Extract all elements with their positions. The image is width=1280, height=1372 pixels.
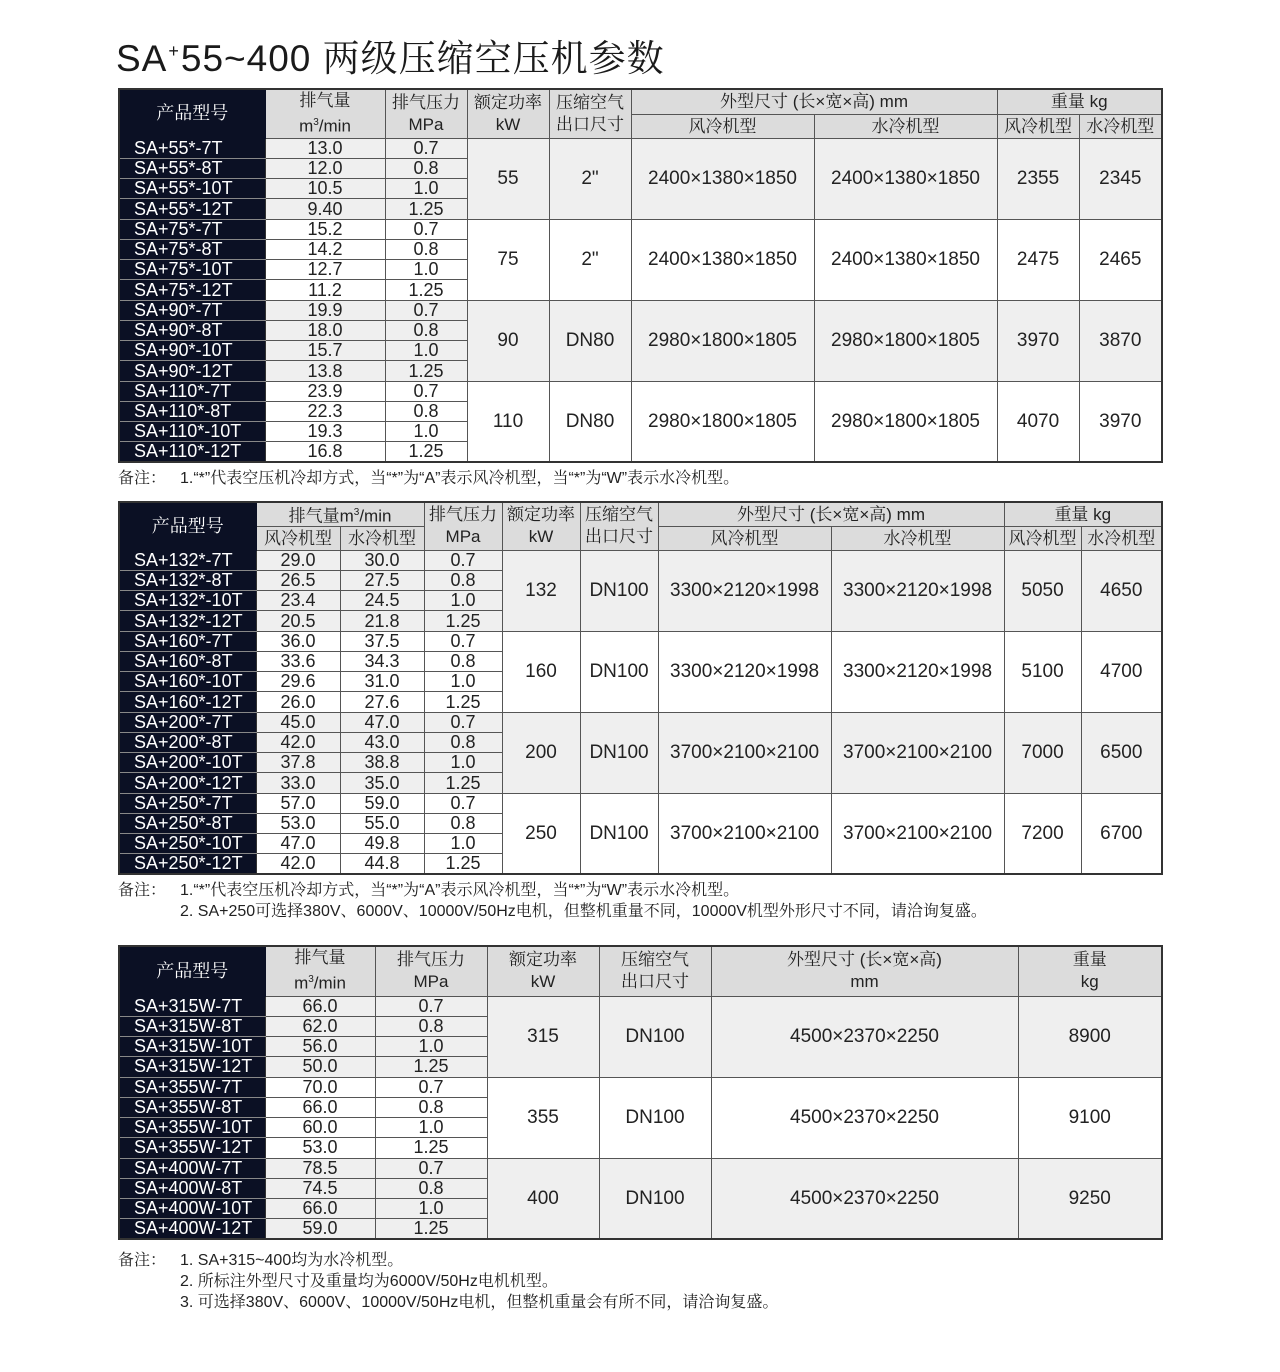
header-model: 产品型号 [119, 89, 265, 138]
flow-cell: 10.5 [265, 179, 385, 199]
pressure-cell: 1.0 [424, 834, 502, 854]
model-cell: SA+90*-12T [119, 361, 265, 381]
flow_air-cell: 33.6 [256, 651, 340, 671]
header-power: 额定功率 kW [487, 946, 599, 996]
flow_air-cell: 45.0 [256, 712, 340, 732]
header-weight: 重量 kg [1004, 502, 1162, 526]
pressure-cell: 1.0 [375, 1118, 487, 1138]
flow-cell: 50.0 [265, 1057, 375, 1077]
model-cell: SA+110*-8T [119, 401, 265, 421]
flow_air-cell: 37.8 [256, 753, 340, 773]
flow-cell: 19.3 [265, 422, 385, 442]
table-row [119, 1158, 1162, 1178]
notes-table2 [118, 880, 987, 922]
note-item: 1. SA+315~400均为水冷机型。 [180, 1252, 404, 1269]
model-cell: SA+250*-7T [119, 793, 256, 813]
model-cell: SA+200*-8T [119, 732, 256, 752]
header-dims-water: 水冷机型 [814, 114, 997, 138]
note-item: 3. 可选择380V、6000V、10000V/50Hz电机，但整机重量会有所不同，请洽询复盛。 [180, 1294, 779, 1311]
header-weight: 重量 kg [1018, 946, 1162, 996]
flow_air-cell: 36.0 [256, 631, 340, 651]
table-row [119, 712, 1162, 732]
model-cell: SA+355W-8T [119, 1097, 265, 1117]
header-flow-air: 风冷机型 [256, 526, 340, 550]
spec-table-55-110 [118, 88, 1163, 463]
table-row [119, 138, 1162, 158]
spec-table-132-250 [118, 501, 1163, 875]
header-model: 产品型号 [119, 502, 256, 550]
model-cell: SA+315W-8T [119, 1016, 265, 1036]
header-pressure: 排气压力 MPa [424, 502, 502, 550]
power-cell: 110 [467, 381, 549, 462]
flow-cell: 53.0 [265, 1138, 375, 1158]
header-flow-water: 水冷机型 [340, 526, 424, 550]
outlet-cell: DN100 [599, 996, 711, 1077]
flow-cell: 66.0 [265, 1199, 375, 1219]
pressure-cell: 1.25 [424, 611, 502, 631]
flow_water-cell: 30.0 [340, 550, 424, 570]
flow-cell: 11.2 [265, 280, 385, 300]
header-power: 额定功率 kW [467, 89, 549, 138]
model-cell: SA+132*-12T [119, 611, 256, 631]
model-cell: SA+132*-7T [119, 550, 256, 570]
model-cell: SA+355W-7T [119, 1077, 265, 1097]
pressure-cell: 1.0 [385, 422, 467, 442]
dims_water-cell: 2980×1800×1805 [814, 300, 997, 381]
header-flow: 排气量$m^3/\min$ [256, 502, 424, 526]
dims_water-cell: 3700×2100×2100 [831, 793, 1004, 874]
model-cell: SA+75*-10T [119, 260, 265, 280]
power-cell: 315 [487, 996, 599, 1077]
pressure-cell: 1.25 [385, 361, 467, 381]
flow-cell: 19.9 [265, 300, 385, 320]
spec-table-315-400 [118, 945, 1163, 1240]
pressure-cell: 0.7 [385, 300, 467, 320]
flow-cell: 18.0 [265, 320, 385, 340]
flow-cell: 13.0 [265, 138, 385, 158]
pressure-cell: 1.0 [424, 672, 502, 692]
dims-cell: 4500×2370×2250 [711, 1077, 1018, 1158]
model-cell: SA+160*-10T [119, 672, 256, 692]
table-row [119, 1077, 1162, 1097]
pressure-cell: 0.7 [424, 631, 502, 651]
model-cell: SA+160*-7T [119, 631, 256, 651]
dims_water-cell: 2400×1380×1850 [814, 219, 997, 300]
dims_water-cell: 2980×1800×1805 [814, 381, 997, 462]
dims_air-cell: 3700×2100×2100 [658, 712, 831, 793]
flow-cell: 66.0 [265, 1097, 375, 1117]
flow_water-cell: 44.8 [340, 854, 424, 875]
header-weight-water: 水冷机型 [1079, 114, 1162, 138]
flow_water-cell: 21.8 [340, 611, 424, 631]
flow_air-cell: 42.0 [256, 732, 340, 752]
weight_air-cell: 3970 [997, 300, 1079, 381]
model-cell: SA+400W-10T [119, 1199, 265, 1219]
weight_air-cell: 2355 [997, 138, 1079, 219]
header-outlet: 压缩空气 出口尺寸 [580, 502, 658, 550]
weight_water-cell: 6700 [1081, 793, 1162, 874]
header-outlet: 压缩空气 出口尺寸 [599, 946, 711, 996]
weight-cell: 9100 [1018, 1077, 1162, 1158]
header-model: 产品型号 [119, 946, 265, 996]
pressure-cell: 1.0 [375, 1037, 487, 1057]
model-cell: SA+355W-12T [119, 1138, 265, 1158]
flow_water-cell: 43.0 [340, 732, 424, 752]
flow_water-cell: 27.6 [340, 692, 424, 712]
weight_water-cell: 2465 [1079, 219, 1162, 300]
outlet-cell: DN100 [580, 550, 658, 631]
dims_air-cell: 2980×1800×1805 [631, 300, 814, 381]
dims_air-cell: 2400×1380×1850 [631, 138, 814, 219]
weight_water-cell: 4700 [1081, 631, 1162, 712]
power-cell: 75 [467, 219, 549, 300]
weight-cell: 8900 [1018, 996, 1162, 1077]
flow_air-cell: 20.5 [256, 611, 340, 631]
notes-label: 备注： [118, 1252, 167, 1269]
pressure-cell: 0.8 [424, 651, 502, 671]
weight_air-cell: 2475 [997, 219, 1079, 300]
pressure-cell: 1.25 [385, 199, 467, 219]
page-title: SA+55~400 两级压缩空压机参数 [116, 38, 665, 79]
pressure-cell: 1.25 [424, 773, 502, 793]
model-cell: SA+355W-10T [119, 1118, 265, 1138]
weight_air-cell: 7000 [1004, 712, 1081, 793]
pressure-cell: 0.7 [424, 550, 502, 570]
header-weight-air: 风冷机型 [1004, 526, 1081, 550]
model-cell: SA+200*-12T [119, 773, 256, 793]
flow_water-cell: 27.5 [340, 570, 424, 590]
dims_water-cell: 3300×2120×1998 [831, 631, 1004, 712]
header-dims: 外型尺寸 (长×宽×高) mm [631, 89, 997, 114]
header-pressure: 排气压力 MPa [385, 89, 467, 138]
model-cell: SA+315W-12T [119, 1057, 265, 1077]
flow_air-cell: 26.5 [256, 570, 340, 590]
power-cell: 132 [502, 550, 580, 631]
flow_water-cell: 31.0 [340, 672, 424, 692]
flow_air-cell: 26.0 [256, 692, 340, 712]
flow_air-cell: 33.0 [256, 773, 340, 793]
dims_air-cell: 2400×1380×1850 [631, 219, 814, 300]
pressure-cell: 1.0 [385, 260, 467, 280]
table-row [119, 300, 1162, 320]
model-cell: SA+55*-7T [119, 138, 265, 158]
model-cell: SA+110*-10T [119, 422, 265, 442]
header-dims-air: 风冷机型 [658, 526, 831, 550]
pressure-cell: 1.25 [424, 854, 502, 875]
flow_water-cell: 49.8 [340, 834, 424, 854]
weight_water-cell: 3870 [1079, 300, 1162, 381]
pressure-cell: 1.0 [424, 753, 502, 773]
power-cell: 200 [502, 712, 580, 793]
pressure-cell: 0.8 [385, 320, 467, 340]
flow-cell: 59.0 [265, 1219, 375, 1240]
pressure-cell: 0.7 [385, 219, 467, 239]
weight_water-cell: 3970 [1079, 381, 1162, 462]
flow_water-cell: 47.0 [340, 712, 424, 732]
flow-cell: 15.2 [265, 219, 385, 239]
flow-cell: 60.0 [265, 1118, 375, 1138]
model-cell: SA+55*-12T [119, 199, 265, 219]
pressure-cell: 0.7 [385, 138, 467, 158]
note-item: 2. 所标注外型尺寸及重量均为6000V/50Hz电机机型。 [180, 1273, 558, 1290]
power-cell: 355 [487, 1077, 599, 1158]
dims-cell: 4500×2370×2250 [711, 1158, 1018, 1239]
dims_air-cell: 3300×2120×1998 [658, 631, 831, 712]
flow-cell: 12.7 [265, 260, 385, 280]
model-cell: SA+75*-12T [119, 280, 265, 300]
flow-cell: 74.5 [265, 1178, 375, 1198]
pressure-cell: 1.25 [385, 280, 467, 300]
outlet-cell: DN100 [580, 631, 658, 712]
flow_water-cell: 35.0 [340, 773, 424, 793]
model-cell: SA+200*-7T [119, 712, 256, 732]
pressure-cell: 0.8 [375, 1097, 487, 1117]
flow-cell: 15.7 [265, 341, 385, 361]
table-row [119, 381, 1162, 401]
pressure-cell: 0.7 [424, 712, 502, 732]
flow_water-cell: 38.8 [340, 753, 424, 773]
header-pressure: 排气压力 MPa [375, 946, 487, 996]
dims_air-cell: 2980×1800×1805 [631, 381, 814, 462]
header-weight: 重量 kg [997, 89, 1162, 114]
model-cell: SA+250*-8T [119, 813, 256, 833]
dims_water-cell: 3700×2100×2100 [831, 712, 1004, 793]
flow_water-cell: 34.3 [340, 651, 424, 671]
model-cell: SA+90*-10T [119, 341, 265, 361]
model-cell: SA+132*-8T [119, 570, 256, 590]
weight_air-cell: 4070 [997, 381, 1079, 462]
pressure-cell: 0.7 [375, 1077, 487, 1097]
flow-cell: 12.0 [265, 158, 385, 178]
model-cell: SA+110*-7T [119, 381, 265, 401]
model-cell: SA+75*-8T [119, 239, 265, 259]
header-outlet: 压缩空气 出口尺寸 [549, 89, 631, 138]
weight_water-cell: 2345 [1079, 138, 1162, 219]
header-flow: 排气量 $m^3/\min$ [265, 946, 375, 996]
flow_air-cell: 42.0 [256, 854, 340, 875]
table-row [119, 219, 1162, 239]
flow_water-cell: 59.0 [340, 793, 424, 813]
model-cell: SA+250*-12T [119, 854, 256, 875]
pressure-cell: 0.7 [424, 793, 502, 813]
model-cell: SA+400W-7T [119, 1158, 265, 1178]
pressure-cell: 1.0 [375, 1199, 487, 1219]
header-power: 额定功率 kW [502, 502, 580, 550]
flow-cell: 56.0 [265, 1037, 375, 1057]
flow_water-cell: 37.5 [340, 631, 424, 651]
model-cell: SA+400W-12T [119, 1219, 265, 1240]
pressure-cell: 0.8 [424, 570, 502, 590]
model-cell: SA+160*-12T [119, 692, 256, 712]
model-cell: SA+315W-10T [119, 1037, 265, 1057]
flow_air-cell: 53.0 [256, 813, 340, 833]
pressure-cell: 1.25 [375, 1057, 487, 1077]
table-row [119, 793, 1162, 813]
model-cell: SA+55*-8T [119, 158, 265, 178]
flow_air-cell: 23.4 [256, 591, 340, 611]
model-cell: SA+160*-8T [119, 651, 256, 671]
dims-cell: 4500×2370×2250 [711, 996, 1018, 1077]
outlet-cell: DN100 [599, 1077, 711, 1158]
notes-table1 [118, 468, 739, 489]
flow-cell: 14.2 [265, 239, 385, 259]
outlet-cell: DN100 [599, 1158, 711, 1239]
pressure-cell: 0.8 [385, 401, 467, 421]
pressure-cell: 0.8 [385, 239, 467, 259]
dims_water-cell: 3300×2120×1998 [831, 550, 1004, 631]
header-dims: 外型尺寸 (长×宽×高) mm [711, 946, 1018, 996]
pressure-cell: 1.0 [385, 341, 467, 361]
model-cell: SA+250*-10T [119, 834, 256, 854]
flow-cell: 9.40 [265, 199, 385, 219]
flow_water-cell: 24.5 [340, 591, 424, 611]
weight-cell: 9250 [1018, 1158, 1162, 1239]
outlet-cell: DN100 [580, 712, 658, 793]
header-flow: 排气量 $m^3/\min$ [265, 89, 385, 138]
power-cell: 55 [467, 138, 549, 219]
table-row [119, 631, 1162, 651]
pressure-cell: 1.0 [385, 179, 467, 199]
table-row [119, 550, 1162, 570]
power-cell: 250 [502, 793, 580, 874]
flow_air-cell: 29.0 [256, 550, 340, 570]
flow_air-cell: 47.0 [256, 834, 340, 854]
weight_water-cell: 4650 [1081, 550, 1162, 631]
flow-cell: 66.0 [265, 996, 375, 1016]
table-row [119, 996, 1162, 1016]
model-cell: SA+110*-12T [119, 442, 265, 463]
outlet-cell: 2" [549, 219, 631, 300]
header-dims-air: 风冷机型 [631, 114, 814, 138]
pressure-cell: 0.8 [385, 158, 467, 178]
pressure-cell: 0.8 [424, 732, 502, 752]
pressure-cell: 1.0 [424, 591, 502, 611]
flow-cell: 78.5 [265, 1158, 375, 1178]
notes-label: 备注： [118, 470, 167, 487]
header-weight-water: 水冷机型 [1081, 526, 1162, 550]
model-cell: SA+75*-7T [119, 219, 265, 239]
model-cell: SA+132*-10T [119, 591, 256, 611]
flow-cell: 22.3 [265, 401, 385, 421]
dims_water-cell: 2400×1380×1850 [814, 138, 997, 219]
header-dims-water: 水冷机型 [831, 526, 1004, 550]
model-cell: SA+400W-8T [119, 1178, 265, 1198]
note-item: 2. SA+250可选择380V、6000V、10000V/50Hz电机，但整机重量不同，10000V机型外形尺寸不同，请洽询复盛。 [180, 903, 987, 920]
weight_water-cell: 6500 [1081, 712, 1162, 793]
pressure-cell: 0.7 [375, 996, 487, 1016]
model-cell: SA+315W-7T [119, 996, 265, 1016]
flow-cell: 13.8 [265, 361, 385, 381]
header-dims: 外型尺寸 (长×宽×高) mm [658, 502, 1004, 526]
weight_air-cell: 7200 [1004, 793, 1081, 874]
outlet-cell: DN80 [549, 381, 631, 462]
flow-cell: 62.0 [265, 1016, 375, 1036]
model-cell: SA+90*-7T [119, 300, 265, 320]
power-cell: 90 [467, 300, 549, 381]
weight_air-cell: 5050 [1004, 550, 1081, 631]
model-cell: SA+90*-8T [119, 320, 265, 340]
outlet-cell: 2" [549, 138, 631, 219]
dims_air-cell: 3700×2100×2100 [658, 793, 831, 874]
pressure-cell: 0.7 [375, 1158, 487, 1178]
pressure-cell: 1.25 [424, 692, 502, 712]
flow-cell: 23.9 [265, 381, 385, 401]
flow-cell: 70.0 [265, 1077, 375, 1097]
pressure-cell: 1.25 [375, 1138, 487, 1158]
weight_air-cell: 5100 [1004, 631, 1081, 712]
note-item: 1.“*”代表空压机冷却方式，当“*”为“A”表示风冷机型，当“*”为“W”表示水冷机型。 [180, 470, 740, 487]
pressure-cell: 0.7 [385, 381, 467, 401]
flow_air-cell: 29.6 [256, 672, 340, 692]
pressure-cell: 1.25 [375, 1219, 487, 1240]
header-weight-air: 风冷机型 [997, 114, 1079, 138]
power-cell: 160 [502, 631, 580, 712]
flow_air-cell: 57.0 [256, 793, 340, 813]
dims_air-cell: 3300×2120×1998 [658, 550, 831, 631]
power-cell: 400 [487, 1158, 599, 1239]
outlet-cell: DN80 [549, 300, 631, 381]
note-item: 1.“*”代表空压机冷却方式，当“*”为“A”表示风冷机型，当“*”为“W”表示水冷机型。 [180, 882, 740, 899]
outlet-cell: DN100 [580, 793, 658, 874]
pressure-cell: 0.8 [375, 1178, 487, 1198]
pressure-cell: 0.8 [375, 1016, 487, 1036]
model-cell: SA+55*-10T [119, 179, 265, 199]
notes-label: 备注： [118, 882, 167, 899]
pressure-cell: 1.25 [385, 442, 467, 463]
notes-table3 [118, 1250, 778, 1313]
flow-cell: 16.8 [265, 442, 385, 463]
pressure-cell: 0.8 [424, 813, 502, 833]
model-cell: SA+200*-10T [119, 753, 256, 773]
flow_water-cell: 55.0 [340, 813, 424, 833]
